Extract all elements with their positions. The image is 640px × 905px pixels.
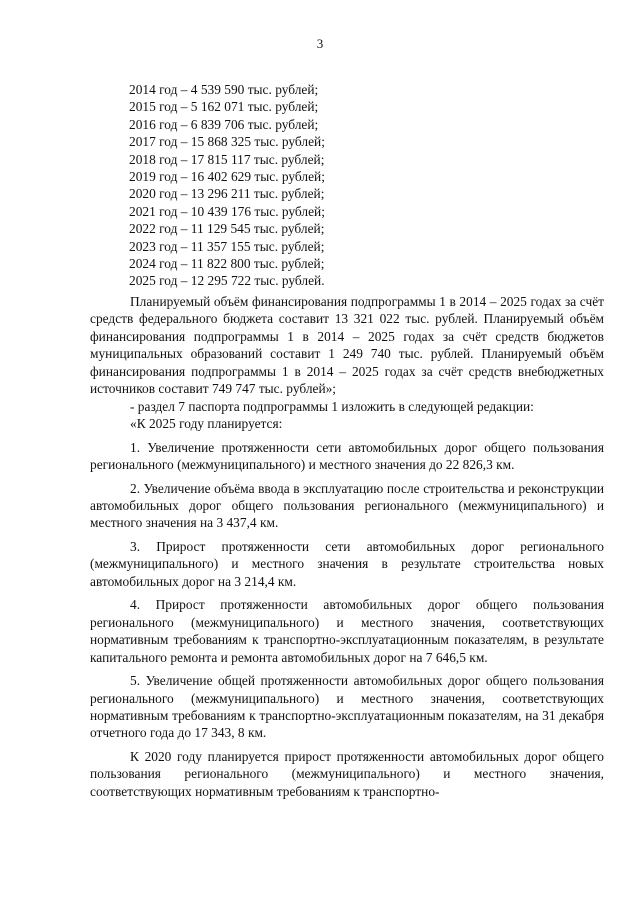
financing-sources-paragraph: Планируемый объём финансирования подпрограммы 1 в 2014 – 2025 годах за счёт средств федерального бюджета составит 13 321 022 тыс. рублей. Планируемый объём финансирования подпрограммы 1 в 2014 – 2025 годах за счёт средств бюджетов муниципальных образований составит 1 249 740 тыс. рублей. Планируемый объём финансирования подпрограммы 1 в 2014 – 2025 годах за счёт средств внебюджетных источников составит 749 747 тыс. рублей»; (90, 294, 604, 397)
plan-item-2: 2. Увеличение объёма ввода в эксплуатацию после строительства и реконструкции автомобильных дорог общего пользования регионального (межмуниципального) и местного значения на 3 437,4 км. (90, 480, 604, 531)
plan-intro-paragraph: «К 2025 году планируется: (130, 416, 283, 432)
financing-year-row: 2022 год – 11 129 545 тыс. рублей; (129, 221, 325, 237)
plan-item-4: 4. Прирост протяженности автомобильных дорог общего пользования регионального (межмуниципального) и местного значения, соответствующих нормативным требованиям к транспортно-эксплуатационным показателям, в результате капитального ремонта и ремонта автомобильных дорог на 7 646,5 км. (90, 597, 604, 665)
plan-item-3: 3. Прирост протяженности сети автомобильных дорог регионального (межмуниципального) и местного значения в результате строительства новых автомобильных дорог на 3 214,4 км. (90, 538, 604, 589)
financing-year-row: 2021 год – 10 439 176 тыс. рублей; (129, 203, 325, 219)
financing-year-row: 2015 год – 5 162 071 тыс. рублей; (129, 99, 319, 115)
financing-year-row: 2017 год – 15 868 325 тыс. рублей; (129, 134, 325, 150)
financing-year-row: 2024 год – 11 822 800 тыс. рублей; (129, 256, 325, 272)
financing-year-row: 2016 год – 6 839 706 тыс. рублей; (129, 116, 319, 132)
financing-year-row: 2018 год – 17 815 117 тыс. рублей; (129, 151, 325, 167)
plan-item-1: 1. Увеличение протяженности сети автомобильных дорог общего пользования регионального (межмуниципального) и местного значения до 22 826,3 км. (90, 439, 604, 473)
section-amendment-paragraph: - раздел 7 паспорта подпрограммы 1 изложить в следующей редакции: (130, 398, 534, 414)
financing-year-row: 2014 год – 4 539 590 тыс. рублей; (129, 82, 319, 97)
plan-item-5: 5. Увеличение общей протяженности автомобильных дорог общего пользования регионального (межмуниципального) и местного значения, соответствующих нормативным требованиям к транспортно-эксплуатационным показателям, на 31 декабря отчетного года до 17 343, 8 км. (90, 673, 604, 741)
financing-year-row: 2025 год – 12 295 722 тыс. рублей. (129, 273, 325, 289)
plan-2020-paragraph: К 2020 году планируется прирост протяженности автомобильных дорог общего пользования регионального (межмуниципального) и местного значения, соответствующих нормативным требованиям к транспортно- (90, 748, 604, 799)
financing-year-row: 2023 год – 11 357 155 тыс. рублей; (129, 238, 325, 254)
financing-year-row: 2020 год – 13 296 211 тыс. рублей; (129, 186, 325, 202)
page-number: 3 (316, 36, 324, 51)
financing-by-year-list (129, 81, 325, 290)
financing-year-row: 2019 год – 16 402 629 тыс. рублей; (129, 169, 325, 185)
document-body (90, 293, 604, 800)
